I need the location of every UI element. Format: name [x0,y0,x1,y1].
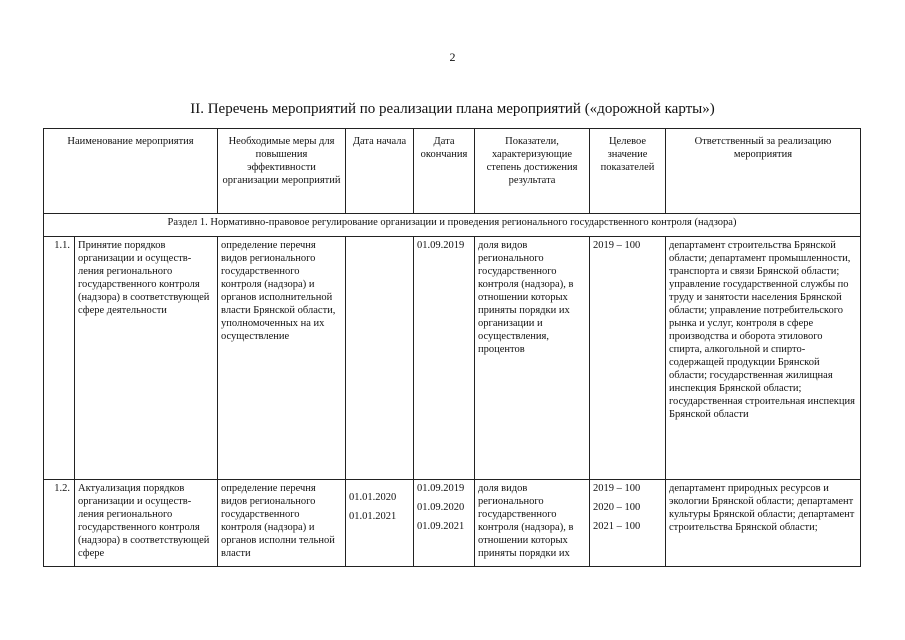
start-date: 01.01.2021 [349,511,397,522]
header-target: Целевое значение показателей [590,129,666,214]
row-name: Принятие порядков организации и осуществ-ления регионального государственного контроля (надзора) в соответствующей сфере деятельности [75,237,218,480]
roadmap-table [43,128,861,567]
row-end: 01.09.2019 [414,237,475,480]
start-date: 01.01.2020 [349,492,397,503]
header-row [44,129,861,214]
header-end: Дата окончания [414,129,475,214]
header-measures: Необходимые меры для повышения эффективности организации мероприятий [218,129,346,214]
end-date: 01.09.2020 [417,502,465,513]
target-value: 2020 – 100 [593,502,641,513]
section-title: Раздел 1. Нормативно-правовое регулирование организации и проведения регионального государственного контроля (надзора) [44,214,861,237]
end-date: 01.09.2021 [417,521,465,532]
row-end [414,480,475,567]
row-target: 2019 – 100 [590,237,666,480]
section-row [44,214,861,237]
row-responsible: департамент природных ресурсов и экологии Брянской области; департамент культуры Брянской области; департамент строительства Брянской области; [666,480,861,567]
row-start [346,237,414,480]
table-row [44,237,861,480]
header-name: Наименование мероприятия [44,129,218,214]
row-number: 1.1. [44,237,75,480]
header-indicators: Показатели, характеризующие степень достижения результата [475,129,590,214]
target-value: 2019 – 100 [593,483,641,494]
header-start: Дата начала [346,129,414,214]
page-title: II. Перечень мероприятий по реализации плана мероприятий («дорожной карты») [190,101,715,117]
end-date: 01.09.2019 [417,483,465,494]
page-number: 2 [449,50,456,64]
row-target [590,480,666,567]
row-measures: определение перечня видов регионального государственного контроля (надзора) и органов исполни тельной власти [218,480,346,567]
row-start [346,480,414,567]
row-responsible: департамент строительства Брянской области; департамент промышленности, транспорта и связи Брянской области; управление государственной службы по труду и занятости населения Брянской области; управление потребительского рынка и услуг, контроля в сфере производства и оборота этилового спирта, алкогольной и спирто-содержащей продукции Брянской области; государственная жилищная инспекция Брянской области; государственная строительная инспекция Брянской области [666,237,861,480]
header-responsible: Ответственный за реализацию мероприятия [666,129,861,214]
row-measures: определение перечня видов регионального государственного контроля (надзора) и органов исполнительной власти Брянской области, уполномоченных на их осуществление [218,237,346,480]
target-value: 2021 – 100 [593,521,641,532]
table-row [44,480,861,567]
row-name: Актуализация порядков организации и осуществ-ления регионального государственного контроля (надзора) в соответствующей сфере [75,480,218,567]
row-indicators: доля видов регионального государственного контроля (надзора), в отношении которых приняты порядки их организации и осуществления, процентов [475,237,590,480]
row-number: 1.2. [44,480,75,567]
row-indicators: доля видов регионального государственного контроля (надзора), в отношении которых приняты порядки их [475,480,590,567]
